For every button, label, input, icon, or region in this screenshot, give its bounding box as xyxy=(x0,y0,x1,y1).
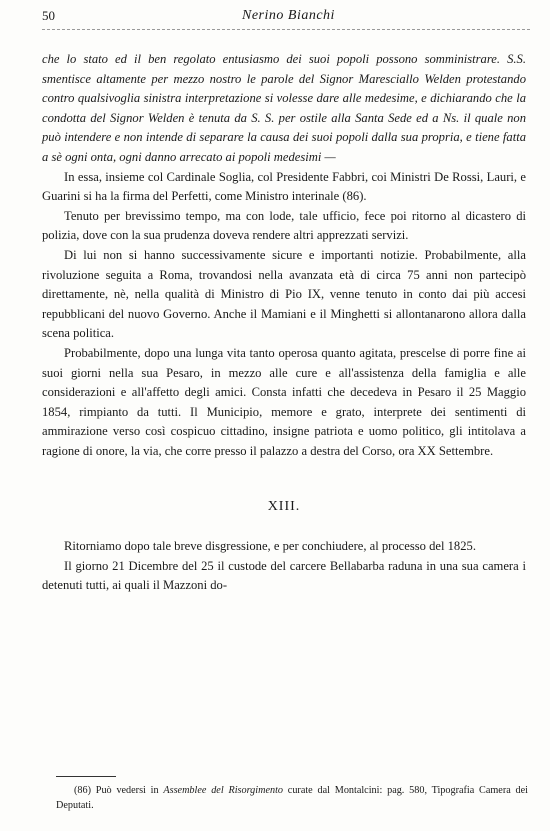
page-number: 50 xyxy=(42,8,55,23)
section-title: XIII. xyxy=(267,499,301,515)
paragraph: Ritorniamo dopo tale breve disgressione, e per conchiudere, al processo del 1825. xyxy=(64,539,476,554)
paragraph: Tenuto per brevissimo tempo, ma con lode, tale ufficio, fece poi ritorno al dicastero di polizia, dove con la sua prudenza doveva rendere altri apprezzati servizi. xyxy=(42,208,526,243)
footnote-book-title: Assemblee del Risorgimento xyxy=(163,785,283,796)
paragraph: Di lui non si hanno successivamente sicure e importanti notizie. Probabilmente, alla rivoluzione seguita a Roma, trovandosi nella avanzata età di circa 75 anni non partecipò direttamente, nè, nella qualità di Ministro di Pio IX, venne tenuto in conto dai più accesi repubblicani del nuovo Governo. Anche il Mamiani e il Minghetti si allontanarono allora dalla scena politica. xyxy=(42,247,526,341)
paragraph: In essa, insieme col Cardinale Soglia, col Presidente Fabbri, coi Ministri De Rossi, Lauri, e Guarini si ha la firma del Perfetti, come Ministro interinale (86). xyxy=(42,169,526,204)
footnote-suffix: curate dal Montalcini: pag. 580, Tipografia Camera dei Deputati. xyxy=(56,785,528,811)
body-text xyxy=(42,50,526,596)
running-head: Nerino Bianchi xyxy=(242,8,335,23)
footnote xyxy=(56,783,528,813)
header-rule xyxy=(42,29,530,30)
page-header xyxy=(42,8,530,30)
quoted-document-text: che lo stato ed il ben regolato entusiasmo dei suoi popoli possono somministrare. S.S. smentisce altamente per mezzo nostro le parole del Signor Maresciallo Welden protestando contro qualsivoglia sinistra interpretazione si volesse dare alle medesime, e dichiarando che la condotta del Signor Welden è tenuta da S. S. per ostile alla Santa Sede ed a Ns. il quale non può intendere e non intende di separare la causa dei suoi popoli dalla sua propria, e tiene fatta a sè ogni onta, ogni danno arrecato ai popoli medesimi — xyxy=(42,52,526,164)
paragraph: Il giorno 21 Dicembre del 25 il custode del carcere Bellabarba raduna in una sua camera i detenuti tutti, ai quali il Mazzoni do- xyxy=(42,558,526,593)
paragraph: Probabilmente, dopo una lunga vita tanto operosa quanto agitata, prescelse di porre fine ai suoi giorni nella sua Pesaro, in mezzo alle cure e all'assistenza della famiglia e alle considerazioni e all'affetto degli amici. Consta infatti che decedeva in Pesaro il 25 Maggio 1854, rimpianto da tutti. Il Municipio, memore e grato, interprete dei sentimenti di ammirazione verso così cospicuo cittadino, insigne patriota e uomo politico, gli intitolava a ragione di onore, la via, che corre presso il palazzo a destra del Corso, ora XX Settembre. xyxy=(42,345,526,458)
footnote-prefix: (86) Può vedersi in xyxy=(74,785,164,796)
footnote-rule xyxy=(56,776,116,777)
